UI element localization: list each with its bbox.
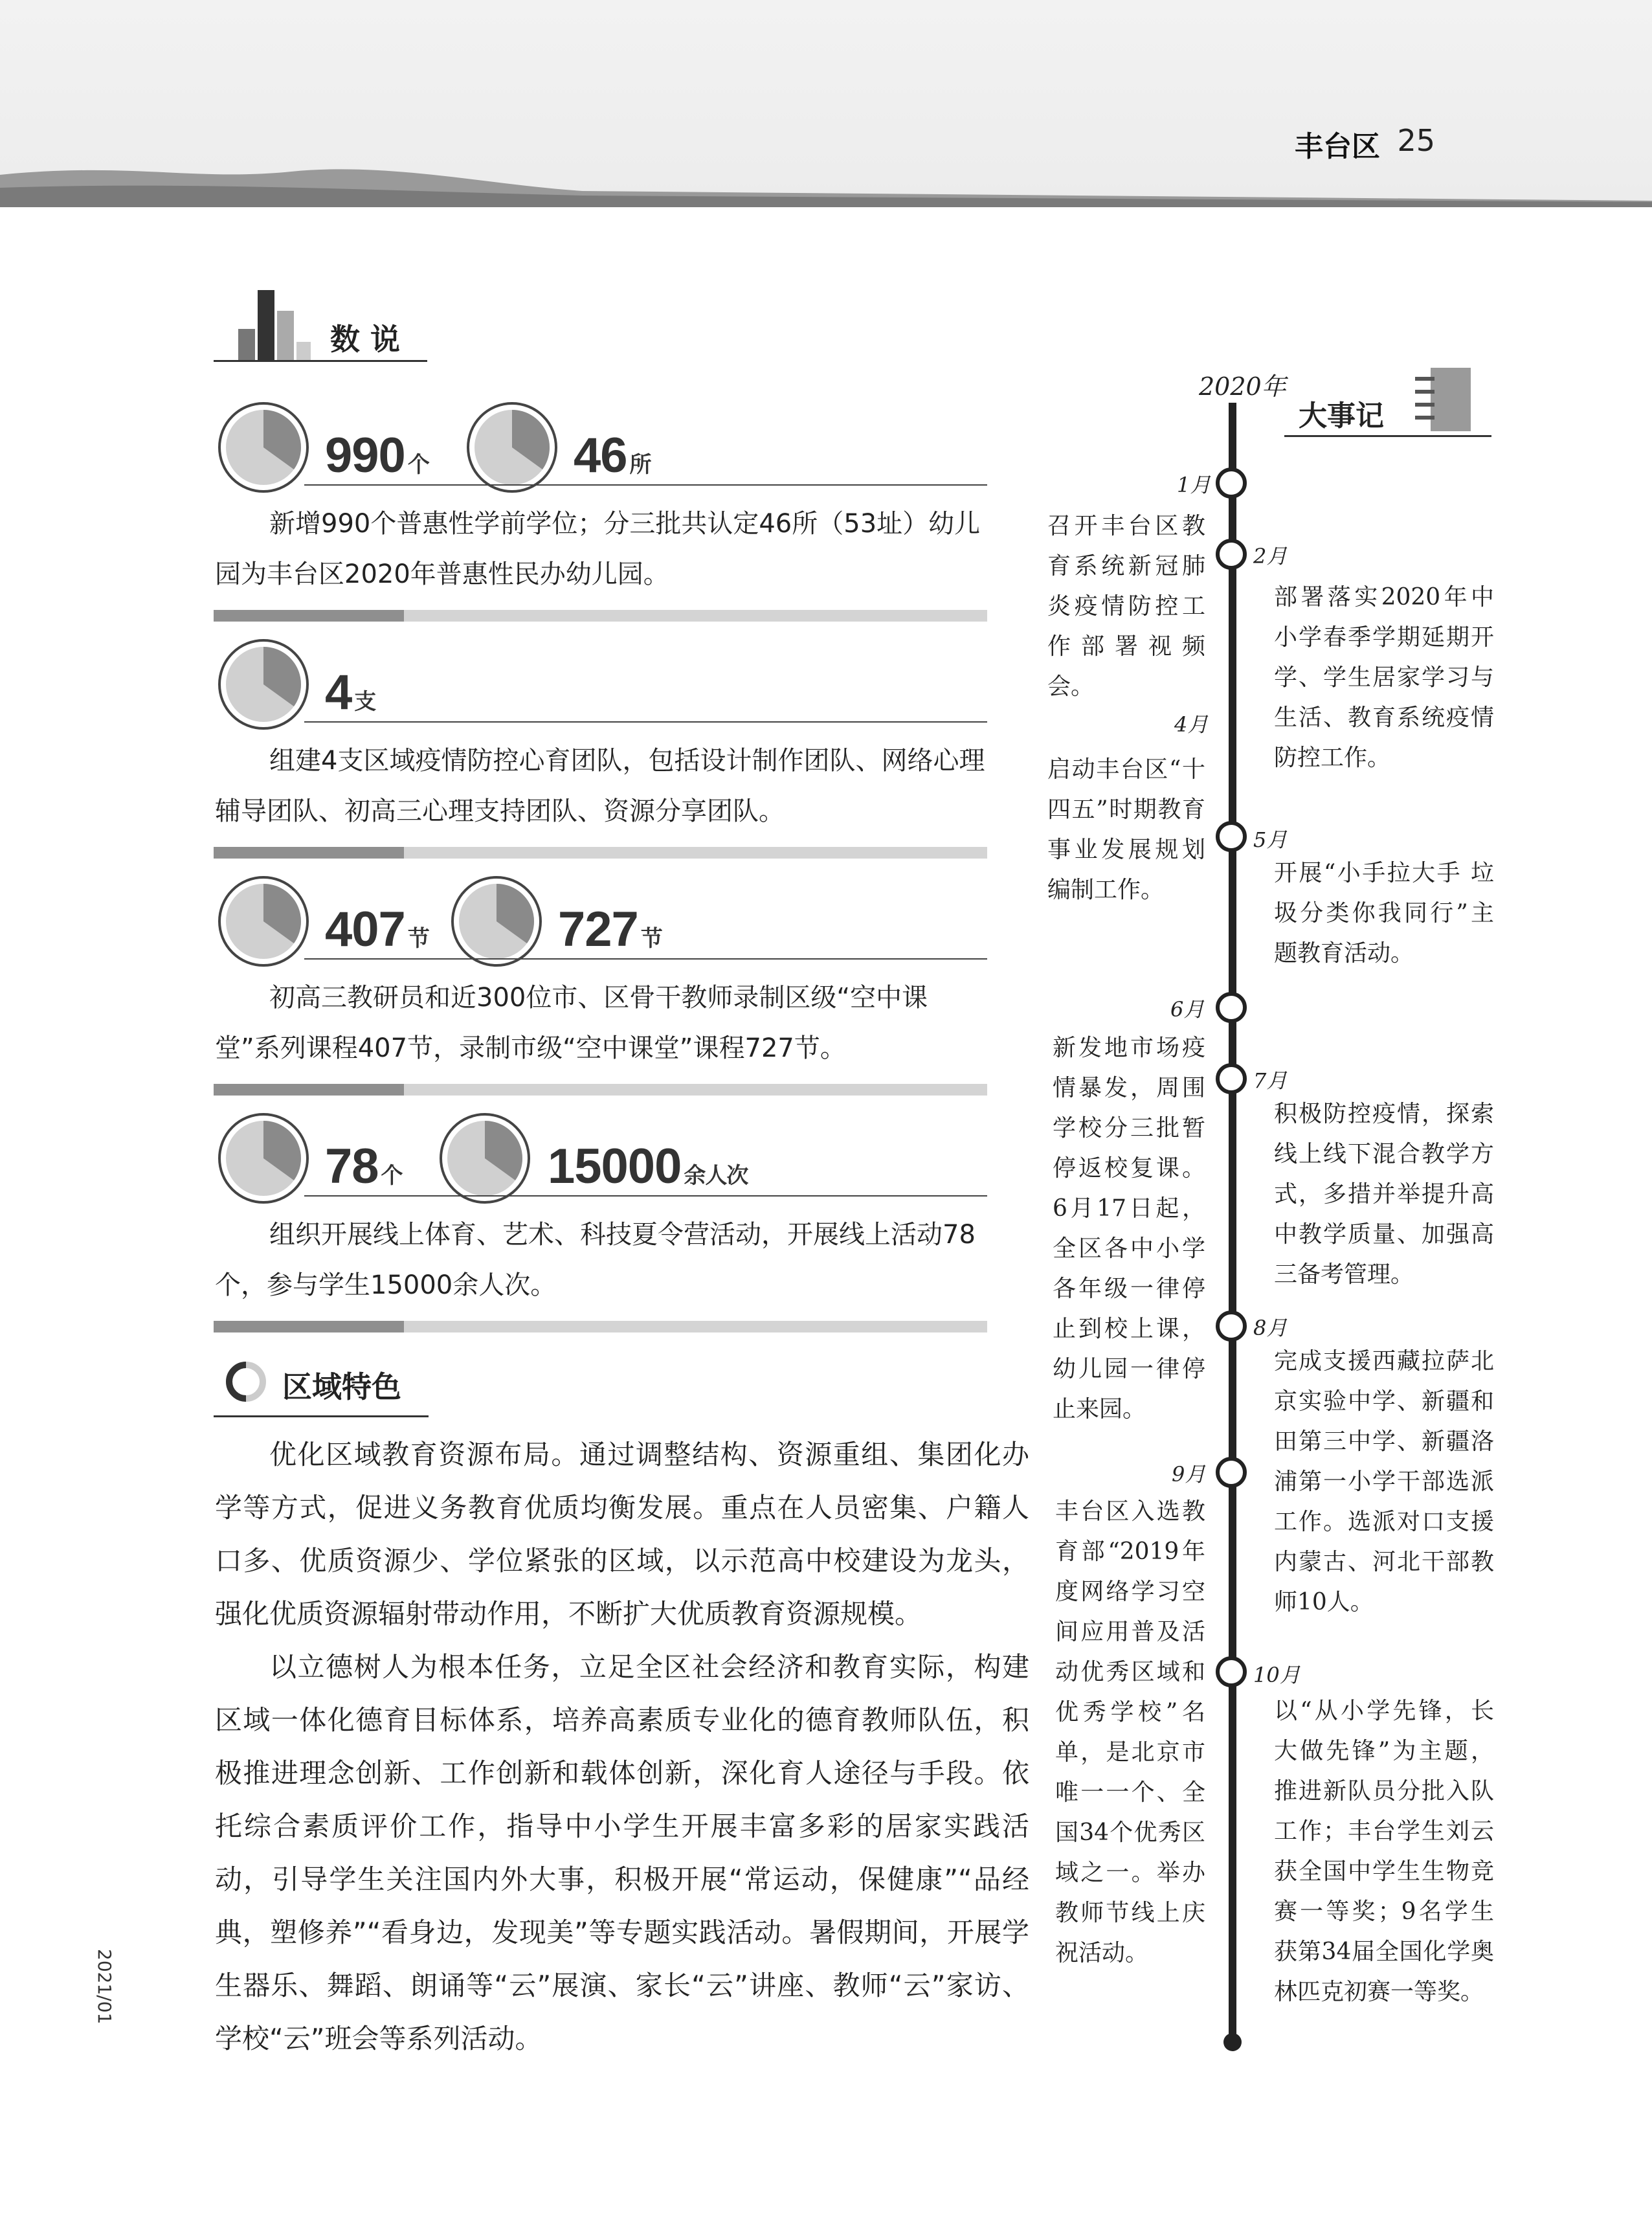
section-underline [214, 1415, 429, 1417]
timeline-event: 启动丰台区“十四五”时期教育事业发展规划编制工作。 [1047, 756, 1205, 903]
stat-number: 990 个 [325, 428, 429, 483]
body-paragraph: 以立德树人为根本任务，立足全区社会经济和教育实际，构建区域一体化德育目标体系，培养高素质专业化的德育教师队伍，积极推进理念创新、工作创新和载体创新，深化育人途径与手段。依托综合素质评价工作，指导中小学生开展丰富多彩的居家实践活动，引导学生关注国内外大事，积极开展“常运动，保健康”“品经典，塑修养”“看身边，发现美”等专题实践活动。暑假期间，开展学生器乐、舞蹈、朗诵等“云”展演、家长“云”讲座、教师“云”家访、学校“云”班会等系列活动。 [215, 1651, 1029, 2054]
stat-rule [304, 958, 987, 960]
pie-chart-icon [465, 400, 559, 495]
stat-number: 4 支 [325, 665, 376, 720]
pie-chart-icon [438, 1111, 532, 1206]
timeline-month: 6月 [1170, 997, 1205, 1022]
timeline-event: 召开丰台区教育系统新冠肺炎疫情防控工作部署视频会。 [1047, 513, 1205, 700]
section-underline [214, 360, 427, 362]
running-title: 丰台区 [1295, 130, 1380, 163]
stat-description: 组建4支区域疫情防控心育团队，包括设计制作团队、网络心理辅导团队、初高三心理支持团队、资源分享团队。 [215, 746, 985, 826]
timeline-month: 2月 [1253, 544, 1288, 568]
timeline-month: 7月 [1253, 1068, 1288, 1093]
decorative-progress-bar [214, 1084, 987, 1096]
stat-number: 727 节 [558, 902, 662, 957]
timeline-month: 1月 [1177, 473, 1211, 497]
pie-chart-icon [216, 637, 311, 732]
stat-rule [304, 1195, 987, 1197]
timeline-node [1216, 1656, 1247, 1687]
stat-number: 78 个 [325, 1139, 403, 1194]
timeline-event: 开展“小手拉大手 垃圾分类你我同行”主题教育活动。 [1274, 860, 1494, 967]
issue-date: 2021/01 [94, 1949, 115, 2025]
timeline-year: 2020年 [1199, 372, 1286, 401]
pie-chart-icon [449, 874, 544, 969]
body-paragraph: 优化区域教育资源布局。通过调整结构、资源重组、集团化办学等方式，促进义务教育优质均衡发展。重点在人员密集、户籍人口多、优质资源少、学位紧张的区域，以示范高中校建设为龙头，强化优质资源辐射带动作用，不断扩大优质教育资源规模。 [215, 1439, 1029, 1630]
notebook-icon [1415, 368, 1471, 431]
timeline-event: 完成支援西藏拉萨北京实验中学、新疆和田第三中学、新疆洛浦第一小学干部选派工作。选派对口支援内蒙古、河北干部教师10人。 [1274, 1348, 1494, 1615]
section-title-tese: 区域特色 [282, 1369, 401, 1404]
timeline-month: 9月 [1172, 1462, 1206, 1487]
timeline-node [1216, 1310, 1247, 1342]
ring-icon [225, 1361, 267, 1402]
pie-chart-icon [216, 400, 311, 495]
timeline-title: 大事记 [1299, 399, 1384, 433]
stat-number: 15000 余人次 [548, 1139, 748, 1194]
stat-description: 初高三教研员和近300位市、区骨干教师录制区级“空中课堂”系列课程407节，录制市级“空中课堂”课程727节。 [215, 983, 928, 1063]
timeline-month: 10月 [1253, 1663, 1300, 1687]
timeline-event: 新发地市场疫情暴发，周围学校分三批暂停返校复课。6月17日起，全区各中小学各年级一律停止到校上课，幼儿园一律停止来园。 [1053, 1035, 1205, 1422]
timeline-node [1216, 467, 1247, 499]
section-title-shuo: 数 说 [330, 322, 401, 357]
bar-chart-icon [238, 290, 311, 360]
stat-number: 46 所 [574, 428, 651, 483]
timeline-node [1216, 1457, 1247, 1488]
stat-rule [304, 484, 987, 486]
timeline-node [1216, 821, 1247, 852]
stat-description: 组织开展线上体育、艺术、科技夏令营活动，开展线上活动78个，参与学生15000余人次。 [215, 1220, 976, 1300]
timeline-event: 部署落实2020年中小学春季学期延期开学、学生居家学习与生活、教育系统疫情防控工作。 [1274, 584, 1494, 771]
timeline-event: 丰台区入选教育部“2019年度网络学习空间应用普及活动优秀区域和优秀学校”名单，是北京市唯一一个、全国34个优秀区域之一。举办教师节线上庆祝活动。 [1055, 1498, 1205, 1966]
timeline-month: 4月 [1174, 712, 1209, 737]
timeline-title-underline [1284, 435, 1491, 437]
stat-rule [304, 721, 987, 723]
timeline-node [1216, 539, 1247, 570]
timeline-event: 以“从小学先锋，长大做先锋”为主题，推进新队员分批入队工作；丰台学生刘云获全国中学生生物竞赛一等奖；9名学生获第34届全国化学奥林匹克初赛一等奖。 [1274, 1698, 1494, 2005]
decorative-progress-bar [214, 1321, 987, 1332]
timeline-end-dot [1223, 2033, 1242, 2051]
header-hills-graphic [0, 155, 1652, 207]
timeline-month: 8月 [1253, 1316, 1288, 1340]
pie-chart-icon [216, 874, 311, 969]
pie-chart-icon [216, 1111, 311, 1206]
timeline-month: 5月 [1253, 827, 1288, 852]
timeline-node [1216, 1063, 1247, 1094]
stat-number: 407 节 [325, 902, 429, 957]
timeline-axis [1229, 403, 1236, 2047]
decorative-progress-bar [214, 610, 987, 622]
page-number: 25 [1397, 123, 1435, 158]
stat-description: 新增990个普惠性学前学位；分三批共认定46所（53址）幼儿园为丰台区2020年普惠性民办幼儿园。 [215, 509, 981, 589]
timeline-node [1216, 992, 1247, 1023]
timeline-event: 积极防控疫情，探索线上线下混合教学方式，多措并举提升高中教学质量、加强高三备考管理。 [1274, 1101, 1494, 1288]
decorative-progress-bar [214, 847, 987, 859]
